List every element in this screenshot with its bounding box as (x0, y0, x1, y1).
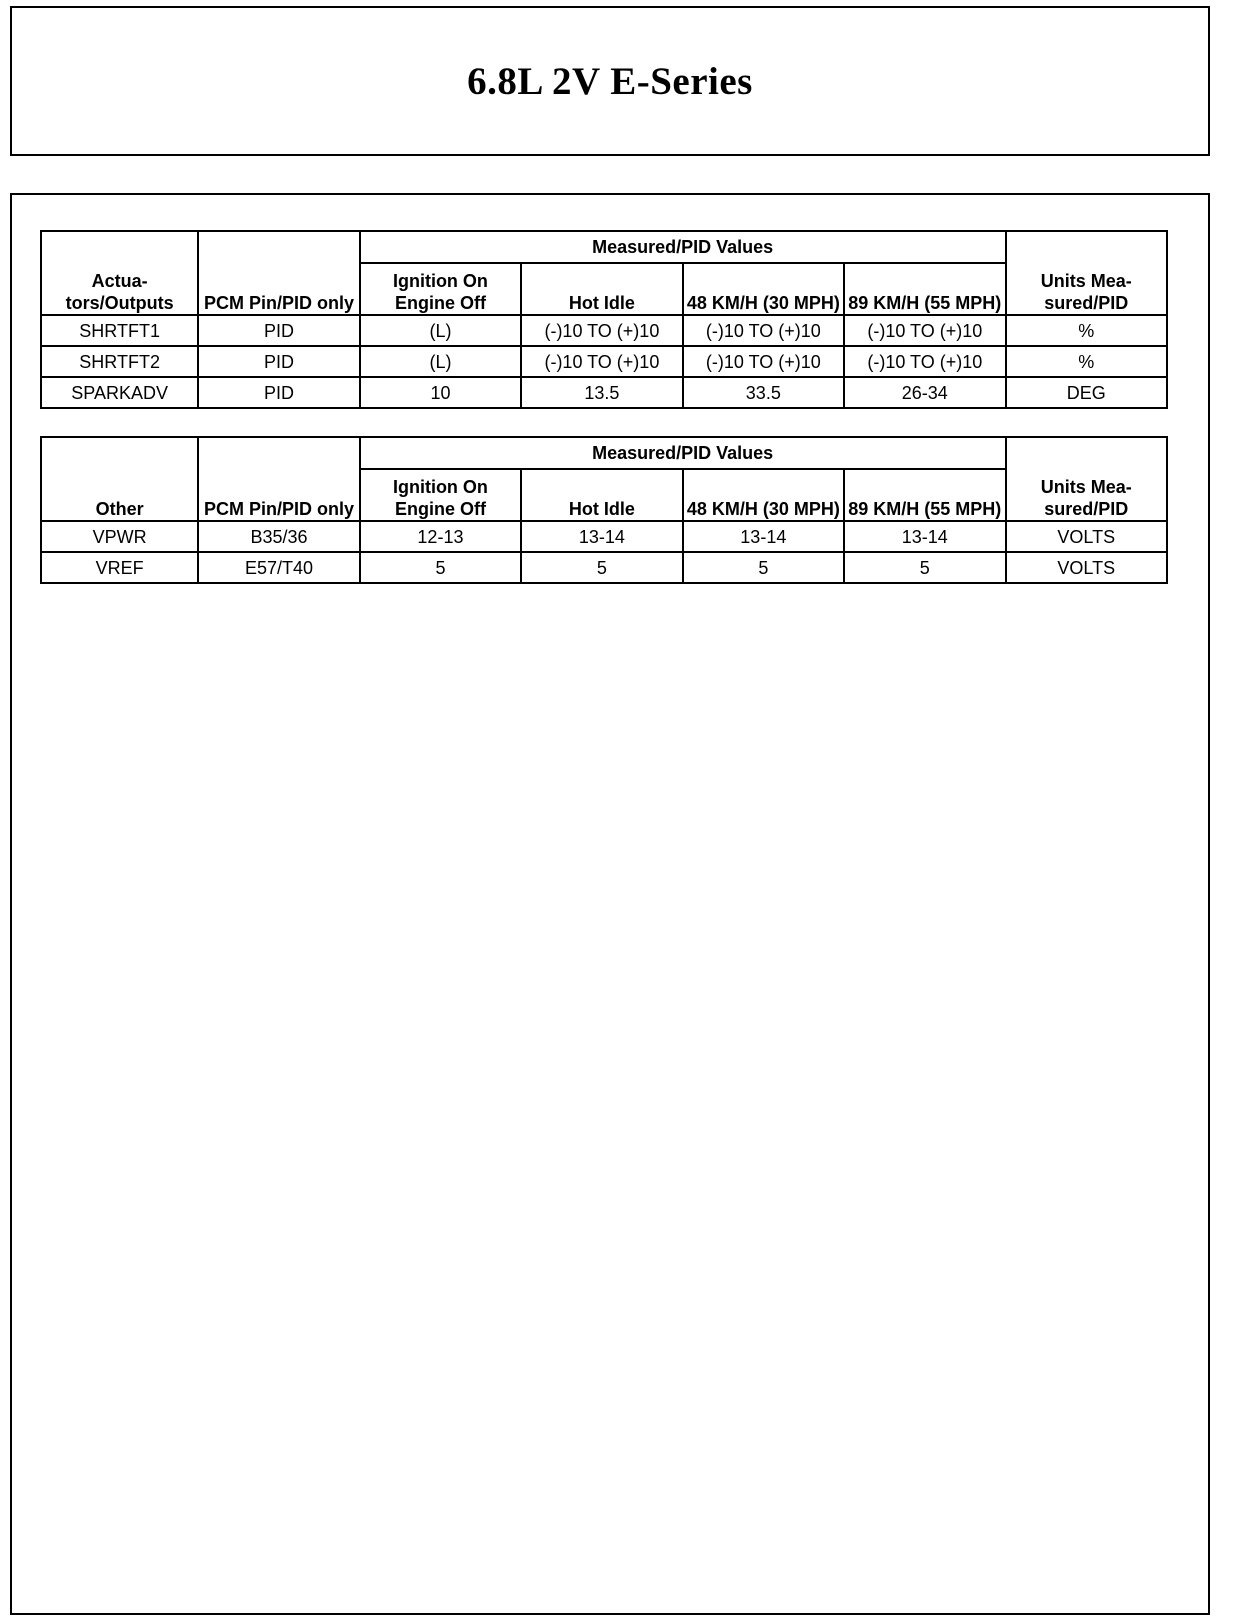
header-col3: Ignition On Engine Off (360, 263, 521, 315)
header-col3: Ignition On Engine Off (360, 469, 521, 521)
table-cell: 13-14 (844, 521, 1005, 552)
header-col2: PCM Pin/PID only (198, 437, 359, 521)
table-cell: 13-14 (521, 521, 682, 552)
group-header: Measured/PID Values (360, 437, 1006, 469)
header-col7: Units Mea- sured/PID (1006, 437, 1167, 521)
table-cell: VOLTS (1006, 552, 1167, 583)
table-row (41, 377, 1167, 408)
table-cell: (-)10 TO (+)10 (844, 315, 1005, 346)
table-cell: 5 (683, 552, 844, 583)
table-cell: VPWR (41, 521, 198, 552)
table-cell: DEG (1006, 377, 1167, 408)
table-cell: (-)10 TO (+)10 (521, 315, 682, 346)
table-cell: VREF (41, 552, 198, 583)
table-row (41, 552, 1167, 583)
table-row (41, 315, 1167, 346)
header-col5: 48 KM/H (30 MPH) (683, 263, 844, 315)
actuators-outputs-table (40, 230, 1168, 409)
header-col2: PCM Pin/PID only (198, 231, 359, 315)
table-cell: 10 (360, 377, 521, 408)
table-cell: VOLTS (1006, 521, 1167, 552)
content-box (10, 193, 1210, 1615)
table-cell: (-)10 TO (+)10 (683, 346, 844, 377)
table-cell: (-)10 TO (+)10 (683, 315, 844, 346)
table-cell: 13-14 (683, 521, 844, 552)
table-cell: % (1006, 315, 1167, 346)
table-cell: 12-13 (360, 521, 521, 552)
header-col4: Hot Idle (521, 263, 682, 315)
table-cell: B35/36 (198, 521, 359, 552)
table-cell: PID (198, 377, 359, 408)
table-cell: 13.5 (521, 377, 682, 408)
table-cell: SPARKADV (41, 377, 198, 408)
table-cell: 33.5 (683, 377, 844, 408)
table-cell: 26-34 (844, 377, 1005, 408)
table-cell: SHRTFT1 (41, 315, 198, 346)
table-cell: PID (198, 346, 359, 377)
table-cell: 5 (360, 552, 521, 583)
table-cell: SHRTFT2 (41, 346, 198, 377)
table-cell: (L) (360, 346, 521, 377)
header-col5: 48 KM/H (30 MPH) (683, 469, 844, 521)
table-cell: PID (198, 315, 359, 346)
table-cell: (L) (360, 315, 521, 346)
table-cell: (-)10 TO (+)10 (521, 346, 682, 377)
header-col6: 89 KM/H (55 MPH) (844, 469, 1005, 521)
page-title: 6.8L 2V E-Series (467, 59, 753, 103)
table-cell: 5 (844, 552, 1005, 583)
header-col1: Actua- tors/Outputs (41, 231, 198, 315)
header-col1: Other (41, 437, 198, 521)
group-header: Measured/PID Values (360, 231, 1006, 263)
table-cell: % (1006, 346, 1167, 377)
table-cell: E57/T40 (198, 552, 359, 583)
table-cell: (-)10 TO (+)10 (844, 346, 1005, 377)
header-col4: Hot Idle (521, 469, 682, 521)
title-box (10, 6, 1210, 156)
table-row (41, 346, 1167, 377)
table-row (41, 521, 1167, 552)
header-col7: Units Mea- sured/PID (1006, 231, 1167, 315)
header-col6: 89 KM/H (55 MPH) (844, 263, 1005, 315)
table-cell: 5 (521, 552, 682, 583)
other-table (40, 436, 1168, 584)
